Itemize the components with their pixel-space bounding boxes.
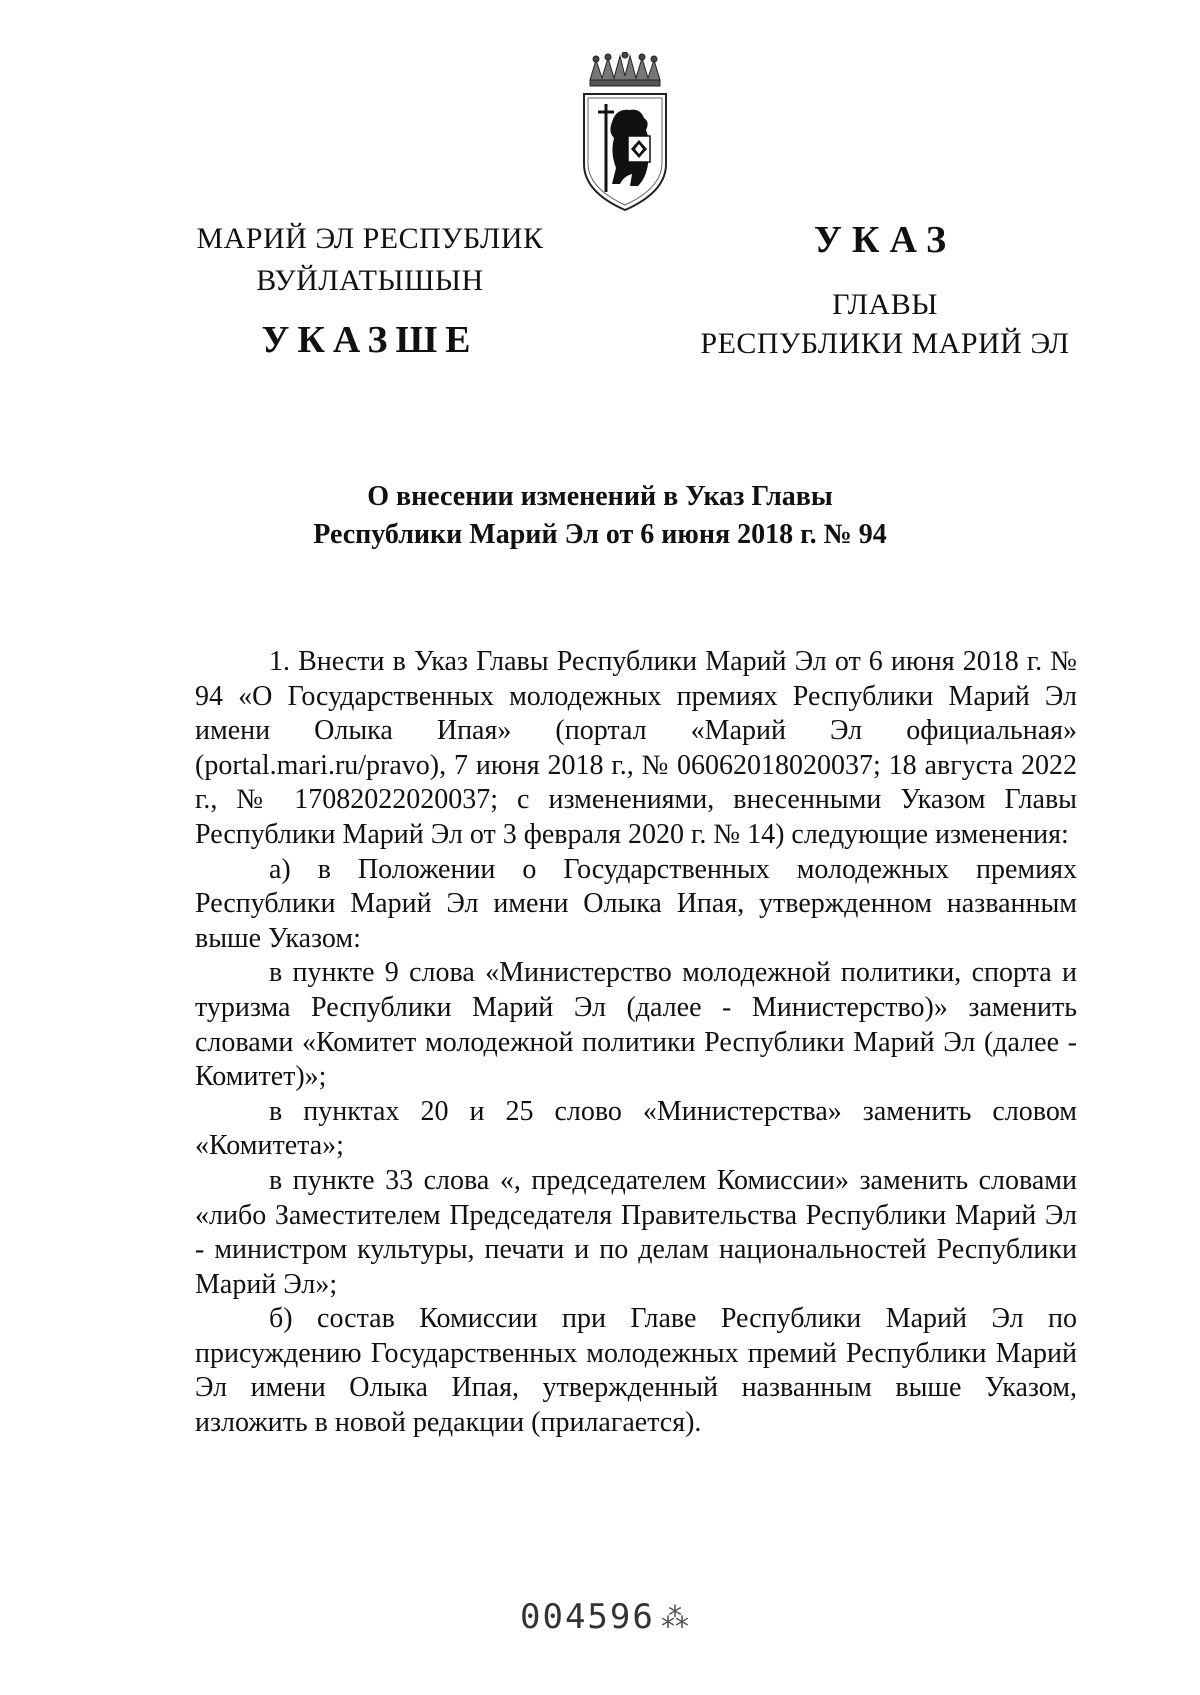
paragraph: в пункте 9 слова «Министерство молодежной политики, спорта и туризма Республики Марий Эл (далее - Министерство)» заменить словами «Комитет молодежной политики Республики Марий Эл (далее - Комитет)»;: [195, 957, 1077, 1093]
document-title-line1: О внесении изменений в Указ Главы: [367, 481, 833, 512]
header-left-decree-label: УКАЗШЕ: [261, 319, 479, 361]
paragraph: а) в Положении о Государственных молодежных премиях Республики Марий Эл имени Олыка Ипая, утвержденном названным выше Указом:: [195, 853, 1077, 954]
document-title: [200, 478, 1000, 554]
document-body: [195, 645, 1077, 1441]
header-right-line2: ГЛАВЫ: [832, 288, 938, 321]
header-right-decree-label: УКАЗ: [814, 219, 956, 261]
paragraph: в пункте 33 слова «, председателем Комиссии» заменить словами «либо Заместителем Председателя Правительства Республики Марий Эл - министром культуры, печати и по делам национальностей Республики Марий Эл»;: [195, 1164, 1077, 1300]
serial-number: 004596: [520, 1597, 655, 1637]
header-right-line3: РЕСПУБЛИКИ МАРИЙ ЭЛ: [700, 327, 1070, 360]
header-left-line2: ВУЙЛАТЫШЫН: [256, 264, 484, 297]
coat-of-arms-mari-el-icon: [578, 52, 672, 214]
serial-mark-icon: ⁂: [661, 1601, 689, 1634]
document-title-line2: Республики Марий Эл от 6 июня 2018 г. № 94: [313, 519, 887, 550]
paragraph: 1. Внести в Указ Главы Республики Марий Эл от 6 июня 2018 г. № 94 «О Государственных молодежных премиях Республики Марий Эл имени Олыка Ипая» (портал «Марий Эл официальная» (portal.mari.ru/pravo), 7 июня 2018 г., № 06062018020037; 18 августа 2022 г., № 17082022020037; с изменениями, внесенными Указом Главы Республики Марий Эл от 3 февраля 2020 г. № 14) следующие изменения:: [195, 646, 1077, 850]
paragraph: в пунктах 20 и 25 слово «Министерства» заменить словом «Комитета»;: [195, 1095, 1077, 1162]
paragraph: б) состав Комиссии при Главе Республики Марий Эл по присуждению Государственных молодежных премий Республики Марий Эл имени Олыка Ипая, утвержденный названным выше Указом, изложить в новой редакции (прилагается).: [195, 1303, 1077, 1439]
header-left-line1: МАРИЙ ЭЛ РЕСПУБЛИК: [196, 222, 544, 255]
